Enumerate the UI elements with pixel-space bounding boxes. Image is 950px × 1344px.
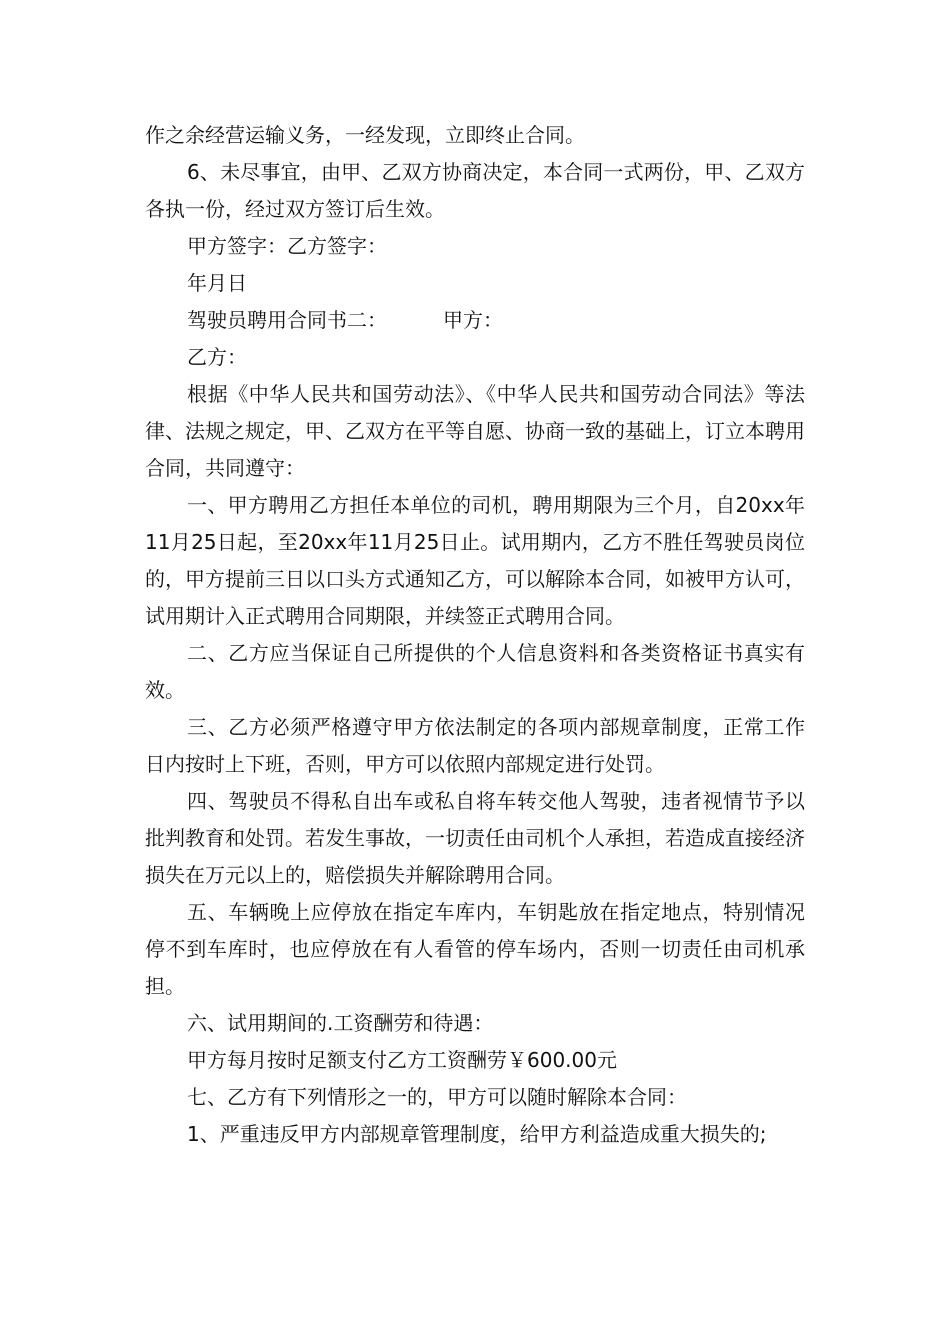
paragraph-article-7: 七、乙方有下列情形之一的，甲方可以随时解除本合同：: [187, 1085, 687, 1109]
party-a-label: 甲方：: [443, 308, 503, 332]
paragraph-article-4: 四、驾驶员不得私自出车或私自将车转交他人驾驶，违者视情节予以批判教育和处罚。若发生事故，一切责任由司机个人承担，若造成直接经济损失在万元以上的，赔偿损失并解除聘用合同。: [145, 789, 805, 887]
paragraph-preamble: 根据《中华人民共和国劳动法》、《中华人民共和国劳动合同法》等法律、法规之规定，甲、乙双方在平等自愿、协商一致的基础上，订立本聘用合同，共同遵守：: [145, 382, 805, 480]
paragraph-article-7-item-1: 1、严重违反甲方内部规章管理制度，给甲方利益造成重大损失的;: [187, 1122, 767, 1146]
paragraph-signatures: 甲方签字：乙方签字：: [187, 234, 387, 258]
paragraph-article-6: 六、试用期间的.工资酬劳和待遇：: [187, 1011, 494, 1035]
paragraph-clause-end: 作之余经营运输义务，一经发现，立即终止合同。: [145, 123, 585, 147]
paragraph-party-b: 乙方：: [187, 345, 247, 369]
paragraph-salary: 甲方每月按时足额支付乙方工资酬劳￥600.00元: [187, 1048, 617, 1072]
paragraph-article-5: 五、车辆晚上应停放在指定车库内，车钥匙放在指定地点，特别情况停不到车库时，也应停放在有人看管的停车场内，否则一切责任由司机承担。: [145, 900, 805, 998]
paragraph-article-3: 三、乙方必须严格遵守甲方依法制定的各项内部规章制度，正常工作日内按时上下班，否则，甲方可以依照内部规定进行处罚。: [145, 715, 805, 776]
contract-two-title: 驾驶员聘用合同书二：: [187, 308, 387, 332]
paragraph-contract-two-heading: [145, 302, 805, 339]
paragraph-article-1: 一、甲方聘用乙方担任本单位的司机，聘用期限为三个月，自20xx年11月25日起，至20xx年11月25日止。试用期内，乙方不胜任驾驶员岗位的，甲方提前三日以口头方式通知乙方，可以解除本合同，如被甲方认可，试用期计入正式聘用合同期限，并续签正式聘用合同。: [145, 493, 805, 628]
paragraph-article-2: 二、乙方应当保证自己所提供的个人信息资料和各类资格证书真实有效。: [145, 641, 805, 702]
paragraph-clause-6: 6、未尽事宜，由甲、乙双方协商决定，本合同一式两份，甲、乙双方各执一份，经过双方签订后生效。: [145, 160, 805, 221]
paragraph-date: 年月日: [187, 271, 247, 295]
document-body: [145, 117, 805, 1153]
